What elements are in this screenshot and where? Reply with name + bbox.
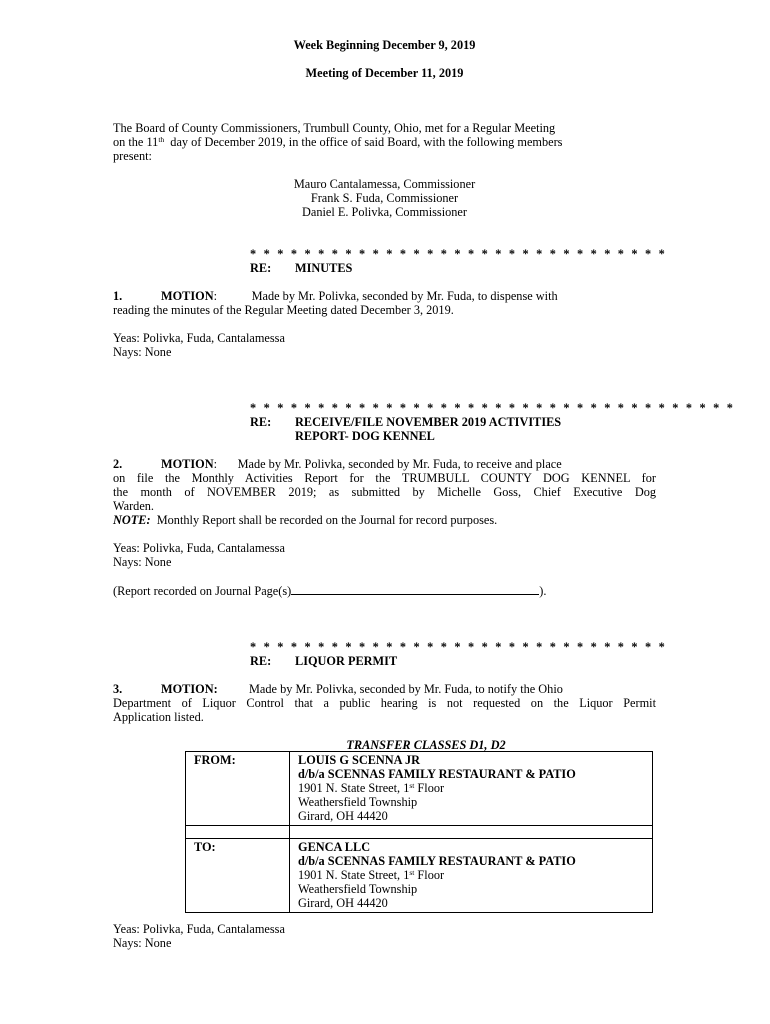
journal-page-blank xyxy=(291,583,539,595)
vote-2 xyxy=(113,541,656,569)
motion-3-paragraph: 3. MOTION: Made by Mr. Polivka, seconded by Mr. Fuda, to notify the Ohio Department of Liquor Control that a public hearing is not requested on the Liquor Permit Application listed. xyxy=(113,682,656,724)
re-minutes: RE: MINUTES xyxy=(250,261,353,275)
table-row xyxy=(186,839,653,913)
liquor-permit-table xyxy=(185,751,653,913)
member-item: Daniel E. Polivka, Commissioner xyxy=(302,205,467,219)
section-divider-stars: * * * * * * * * * * * * * * * * * * * * * * * * * * * * * * * xyxy=(250,247,668,261)
from-label: FROM: xyxy=(186,752,290,826)
motion-number: 1. xyxy=(113,289,123,303)
nays: Nays: None xyxy=(113,345,172,359)
re-dog-kennel: RE: RECEIVE/FILE NOVEMBER 2019 ACTIVITIES REPORT- DOG KENNEL xyxy=(250,415,562,443)
meeting-heading: Meeting of December 11, 2019 xyxy=(305,66,464,80)
yeas: Yeas: Polivka, Fuda, Cantalamessa xyxy=(113,331,285,345)
vote-3 xyxy=(113,922,656,950)
section-divider-stars: * * * * * * * * * * * * * * * * * * * * * * * * * * * * * * * xyxy=(250,640,668,654)
members-list xyxy=(113,177,656,219)
to-details: GENCA LLC d/b/a SCENNAS FAMILY RESTAURANT & PATIO 1901 N. State Street, 1st Floor Weathersfield Township Girard, OH 44420 xyxy=(290,839,653,913)
journal-record-line: (Report recorded on Journal Page(s) ). xyxy=(113,584,547,598)
motion-1-paragraph: 1. MOTION: Made by Mr. Polivka, seconded by Mr. Fuda, to dispense with reading the minutes of the Regular Meeting dated December 3, 2019. xyxy=(113,289,558,317)
nays: Nays: None xyxy=(113,555,172,569)
member-item: Frank S. Fuda, Commissioner xyxy=(310,191,459,205)
vote-1 xyxy=(113,331,656,359)
motion-label: MOTION xyxy=(161,457,214,471)
to-label: TO: xyxy=(186,839,290,913)
re-liquor-permit: RE: LIQUOR PERMIT xyxy=(250,654,398,668)
from-details: LOUIS G SCENNA JR d/b/a SCENNAS FAMILY RESTAURANT & PATIO 1901 N. State Street, 1st Floor Weathersfield Township Girard, OH 44420 xyxy=(290,752,653,826)
week-heading: Week Beginning December 9, 2019 xyxy=(293,38,476,52)
motion-label: MOTION xyxy=(161,289,214,303)
table-title: TRANSFER CLASSES D1, D2 xyxy=(346,738,506,752)
section-divider-stars: * * * * * * * * * * * * * * * * * * * * * * * * * * * * * * * * * * * * xyxy=(250,401,736,415)
intro-line-3: present: xyxy=(113,149,152,163)
motion-number: 2. xyxy=(113,457,123,471)
motion-2-paragraph: 2. MOTION: Made by Mr. Polivka, seconded by Mr. Fuda, to receive and place on file the Monthly Activities Report for the TRUMBULL COUNTY DOG KENNEL for the month of NOVEMBER 2019; as submitted by Michelle Goss, Chief Executive Dog Warden. NOTE: Monthly Report shall be recorded on the Journal for record purposes. xyxy=(113,457,656,527)
table-row-spacer xyxy=(186,826,653,839)
note: NOTE: Monthly Report shall be recorded on the Journal for record purposes. xyxy=(113,513,498,527)
motion-label: MOTION: xyxy=(161,682,218,696)
intro-paragraph xyxy=(113,121,656,163)
member-item: Mauro Cantalamessa, Commissioner xyxy=(293,177,476,191)
yeas: Yeas: Polivka, Fuda, Cantalamessa xyxy=(113,541,285,555)
table-row xyxy=(186,752,653,826)
intro-line-1: The Board of County Commissioners, Trumbull County, Ohio, met for a Regular Meeting xyxy=(113,121,556,135)
motion-number: 3. xyxy=(113,682,123,696)
yeas: Yeas: Polivka, Fuda, Cantalamessa xyxy=(113,922,285,936)
nays: Nays: None xyxy=(113,936,172,950)
intro-line-2: on the 11th day of December 2019, in the office of said Board, with the following members xyxy=(113,135,563,149)
